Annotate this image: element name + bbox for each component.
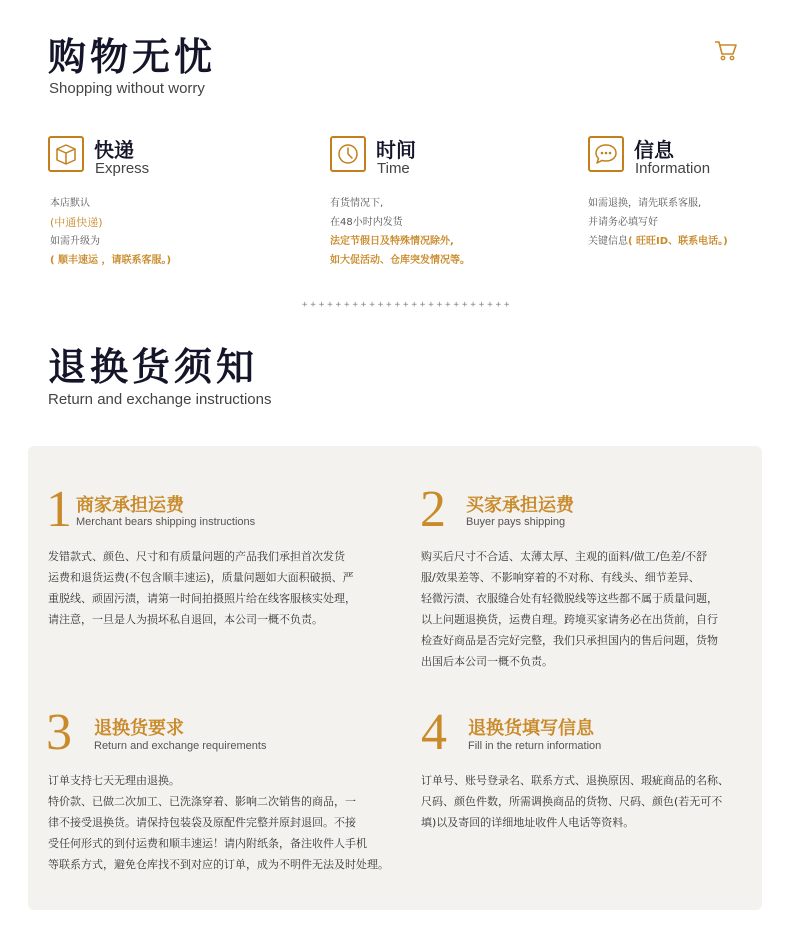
section-number: 1 [46, 481, 72, 538]
section-title: 退换货填写信息 [468, 718, 594, 739]
returns-title: 退换货须知 [48, 345, 259, 389]
page-subtitle: Shopping without worry [49, 80, 205, 97]
feature-title: 时间 [376, 138, 416, 162]
box-icon [48, 136, 84, 172]
feature-title: 信息 [634, 138, 674, 162]
chat-icon [588, 136, 624, 172]
section-subtitle: Buyer pays shipping [466, 516, 566, 528]
divider: +++++++++++++++++++++++++ [302, 300, 513, 310]
section-title: 买家承担运费 [466, 495, 574, 516]
section-body: 订单支持七天无理由退换。 特价款、已做二次加工、已洗涤穿着、影响二次销售的商品，一 律不接受退换货。请保持包装袋及原配件完整并原封退回。不接 受任何形式的到付运费和顺丰速运！请内附纸条，备注收件人手机 等联系方式，避免仓库找不到对应的订单，成为不明件无法及时处理。 [48, 774, 389, 871]
feature-information-text: 如需退换，请先联系客服, 并请务必填写好 关键信息( 旺旺ID、联系电话。) [588, 198, 728, 247]
page-title: 购物无忧 [48, 35, 217, 79]
feature-subtitle: Express [95, 160, 150, 177]
feature-time-text: 有货情况下, 在48小时内发货 法定节假日及特殊情况除外, 如大促活动、仓库突发情况等。 [330, 198, 470, 266]
feature-express [48, 136, 150, 177]
section-number: 2 [420, 481, 446, 538]
section-body: 发错款式、颜色、尺寸和有质量问题的产品我们承担首次发货 运费和退货运费(不包含顺丰速运)，质量问题如大面积破损、严 重脱线、顽固污渍，请第一时间拍摄照片给在线客服核实处理， 请注意，一旦是人为损坏私自退回，本公司一概不负责。 [48, 550, 356, 626]
feature-express-text: 本店默认 (中通快递) 如需升级为 ( 顺丰速运 ，请联系客服。) [50, 198, 172, 266]
returns-subtitle: Return and exchange instructions [48, 391, 272, 408]
section-body: 购买后尺寸不合适、太薄太厚、主观的面料/做工/色差/不舒 服/效果差等、不影响穿着的不对称、有线头、细节差异、 轻微污渍、衣服缝合处有轻微脱线等这些都不属于质量问题， 以上问题退换货，运费自理。跨境买家请务必在出货前，自行 检查好商品是否完好完整，我们只承担国内的售后问题，货物 出国后本公司一概不负责。 [421, 550, 718, 668]
section-number: 3 [46, 704, 72, 761]
section-subtitle: Fill in the return information [468, 740, 602, 752]
section-number: 4 [421, 704, 447, 761]
feature-subtitle: Information [635, 160, 711, 177]
cart-icon[interactable] [714, 40, 738, 62]
section-subtitle: Return and exchange requirements [94, 740, 267, 752]
section-title: 退换货要求 [94, 718, 184, 739]
section-subtitle: Merchant bears shipping instructions [76, 516, 256, 528]
feature-information [588, 136, 711, 177]
clock-icon [330, 136, 366, 172]
section-title: 商家承担运费 [76, 495, 184, 516]
feature-title: 快递 [94, 138, 134, 162]
feature-time [330, 136, 416, 177]
feature-subtitle: Time [377, 160, 410, 177]
section-body: 订单号、账号登录名、联系方式、退换原因、瑕疵商品的名称、 尺码、颜色件数，所需调换商品的货物、尺码、颜色(若无可不 填)以及寄回的详细地址收件人电话等资料。 [421, 774, 729, 829]
